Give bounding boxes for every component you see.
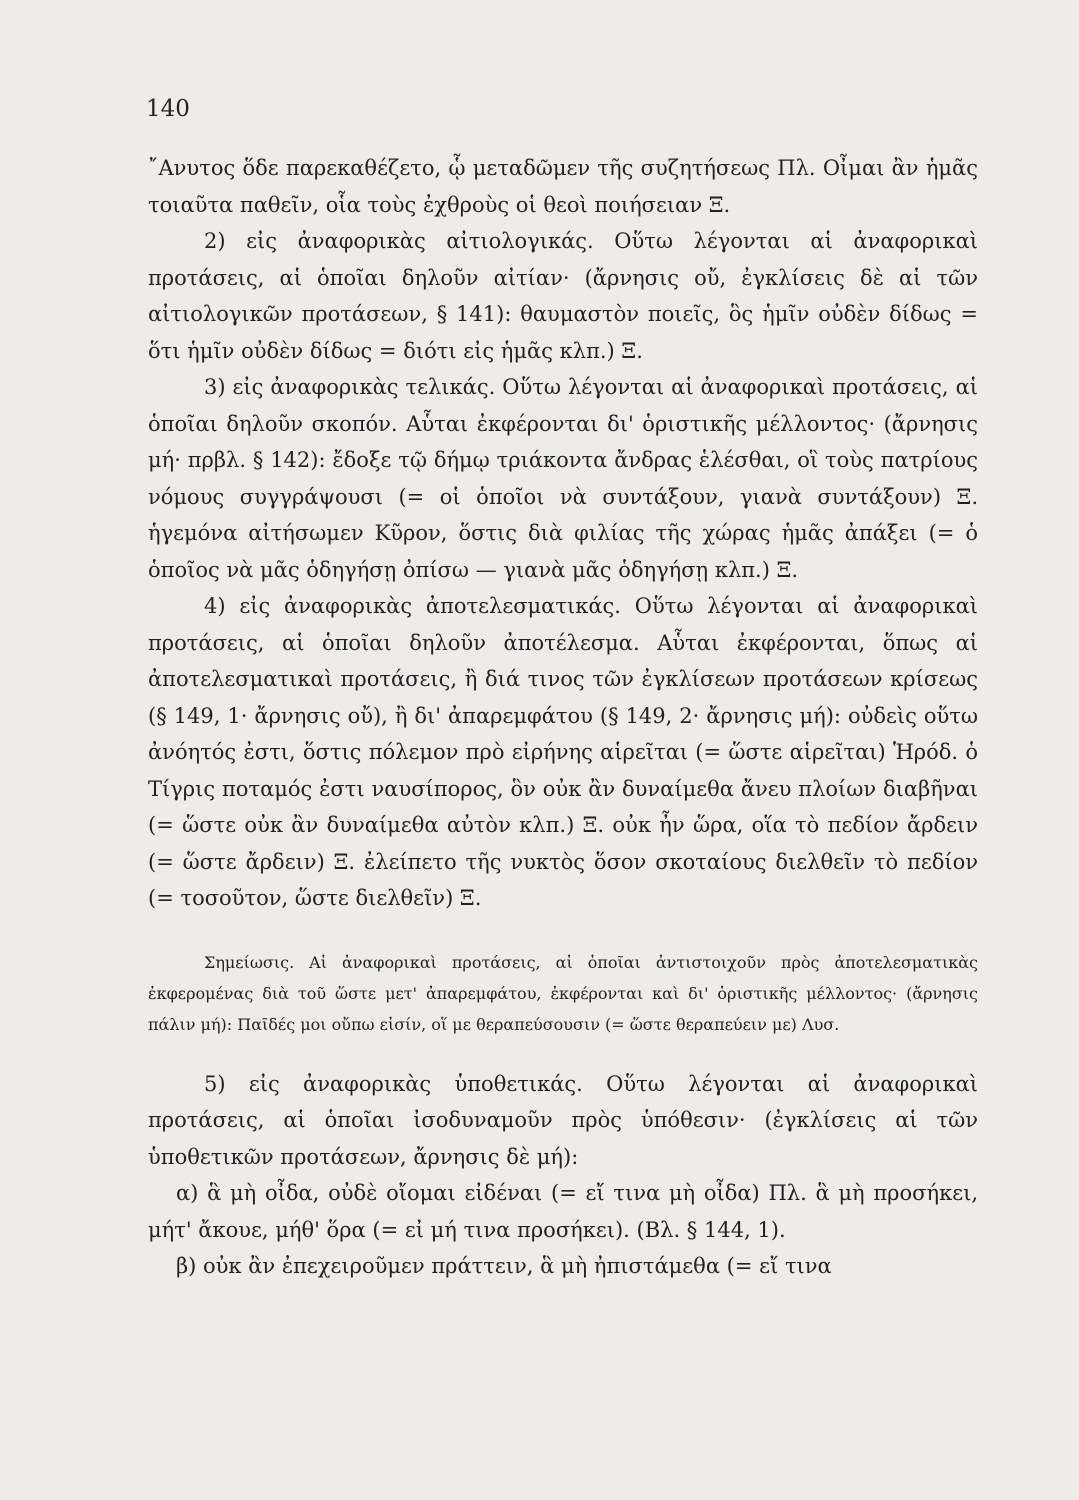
subparagraph-a: α) ἃ μὴ οἶδα, οὐδὲ οἴομαι εἰδέναι (= εἴ τινα μὴ οἶδα) Πλ. ἃ μὴ προσήκει, μήτ' ἄκουε, μήθ' ὅρα (= εἰ μή τινα προσήκει). (Βλ. § 144, 1). bbox=[148, 1181, 978, 1242]
note: Σημείωσις. Αἱ ἀναφορικαὶ προτάσεις, αἱ ὁποῖαι ἀντιστοιχοῦν πρὸς ἀποτελεσματικὰς ἐκφερομένας διὰ τοῦ ὥστε μετ' ἀπαρεμφάτου, ἐκφέρονται καὶ δι' ὁριστικῆς μέλλοντος· (ἄρνησις πάλιν μή): Παῖδές μοι οὔπω εἰσίν, οἵ με θεραπεύσουσιν (= ὥστε θεραπεύειν με) Λυσ. bbox=[148, 952, 978, 1034]
paragraph: 2) εἰς ἀναφορικὰς αἰτιολογικάς. Οὕτω λέγονται αἱ ἀναφορικαὶ προτάσεις, αἱ ὁποῖαι δηλοῦν αἰτίαν· (ἄρνησις οὔ, ἐγκλίσεις δὲ αἱ τῶν αἰτιολογικῶν προτάσεων, § 141): θαυμαστὸν ποιεῖς, ὃς ἡμῖν οὐδὲν δίδως = ὅτι ἡμῖν οὐδὲν δίδως = διότι εἰς ἡμᾶς κλπ.) Ξ. bbox=[148, 229, 978, 363]
body-text bbox=[148, 150, 978, 1285]
paragraph: 3) εἰς ἀναφορικὰς τελικάς. Οὕτω λέγονται αἱ ἀναφορικαὶ προτάσεις, αἱ ὁποῖαι δηλοῦν σκοπόν. Αὗται ἐκφέρονται δι' ὁριστικῆς μέλλοντος· (ἄρνησις μή· πρβλ. § 142): ἔδοξε τῷ δήμῳ τριάκοντα ἄνδρας ἑλέσθαι, οἳ τοὺς πατρίους νόμους συγγράψουσι (= οἱ ὁποῖοι νὰ συντάξουν, γιανὰ συντάξουν) Ξ. ἡγεμόνα αἰτήσωμεν Κῦρον, ὅστις διὰ φιλίας τῆς χώρας ἡμᾶς ἀπάξει (= ὁ ὁποῖος νὰ μᾶς ὁδηγήσῃ ὀπίσω — γιανὰ μᾶς ὁδηγήσῃ κλπ.) Ξ. bbox=[148, 375, 978, 582]
page-number: 140 bbox=[146, 96, 190, 122]
subparagraph-b: β) οὐκ ἂν ἐπεχειροῦμεν πράττειν, ἃ μὴ ἠπιστάμεθα (= εἴ τινα bbox=[176, 1254, 832, 1278]
paragraph: ῎Ανυτος ὅδε παρεκαθέζετο, ᾧ μεταδῶμεν τῆς συζητήσεως Πλ. Οἶμαι ἂν ἡμᾶς τοιαῦτα παθεῖν, οἷα τοὺς ἐχθροὺς οἱ θεοὶ ποιήσειαν Ξ. bbox=[148, 156, 978, 217]
paragraph: 4) εἰς ἀναφορικὰς ἀποτελεσματικάς. Οὕτω λέγονται αἱ ἀναφορικαὶ προτάσεις, αἱ ὁποῖαι δηλοῦν ἀποτέλεσμα. Αὗται ἐκφέρονται, ὅπως αἱ ἀποτελεσματικαὶ προτάσεις, ἢ διά τινος τῶν ἐγκλίσεων προτάσεων κρίσεως (§ 149, 1· ἄρνησις οὔ), ἢ δι' ἀπαρεμφάτου (§ 149, 2· ἄρνησις μή): οὐδεὶς οὕτω ἀνόητός ἐστι, ὅστις πόλεμον πρὸ εἰρήνης αἱρεῖται (= ὥστε αἱρεῖται) Ἡρόδ. ὁ Τίγρις ποταμός ἐστι ναυσίπορος, ὃν οὐκ ἂν δυναίμεθα ἄνευ πλοίων διαβῆναι (= ὥστε οὐκ ἂν δυναίμεθα αὐτὸν κλπ.) Ξ. οὐκ ἦν ὥρα, οἵα τὸ πεδίον ἄρδειν (= ὥστε ἄρδειν) Ξ. ἐλείπετο τῆς νυκτὸς ὅσον σκοταίους διελθεῖν τὸ πεδίον (= τοσοῦτον, ὥστε διελθεῖν) Ξ. bbox=[148, 594, 978, 910]
paragraph: 5) εἰς ἀναφορικὰς ὑποθετικάς. Οὕτω λέγονται αἱ ἀναφορικαὶ προτάσεις, αἱ ὁποῖαι ἰσοδυναμοῦν πρὸς ὑπόθεσιν· (ἐγκλίσεις αἱ τῶν ὑποθετικῶν προτάσεων, ἄρνησις δὲ μή): bbox=[148, 1071, 978, 1169]
